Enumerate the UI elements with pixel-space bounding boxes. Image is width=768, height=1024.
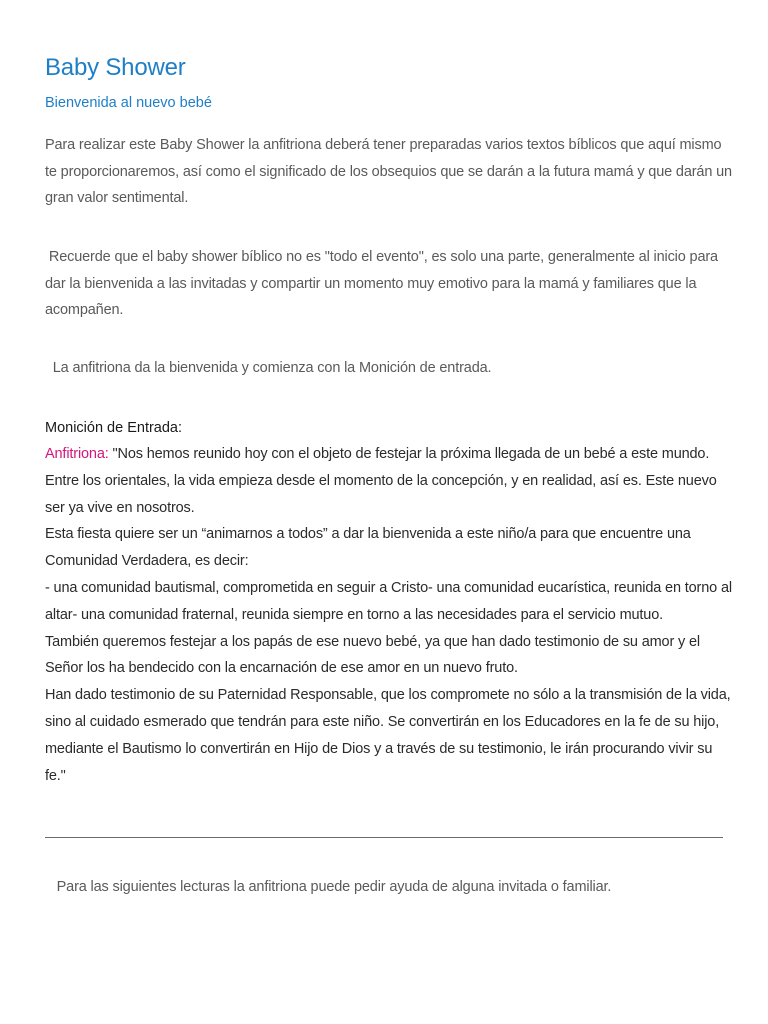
speech-line-3: - una comunidad bautismal, comprometida en seguir a Cristo- una comunidad eucarística, reunida en torno al altar- una comunidad fraternal, reunida siempre en torno a las necesidades para el servicio mutuo.	[45, 579, 732, 623]
speech-line-2: Esta fiesta quiere ser un “animarnos a todos” a dar la bienvenida a este niño/a para que encuentre una Comunidad Verdadera, es decir:	[45, 526, 691, 570]
page-subtitle: Bienvenida al nuevo bebé	[45, 95, 212, 111]
intro-paragraph-3: La anfitriona da la bienvenida y comienza con la Monición de entrada.	[45, 360, 492, 376]
speech-line-4: También queremos festejar a los papás de ese nuevo bebé, ya que han dado testimonio de su amor y el Señor los ha bendecido con la encarnación de ese amor en un nuevo fruto.	[45, 633, 700, 677]
section-divider	[45, 837, 723, 838]
speech-line-5: Han dado testimonio de su Paternidad Responsable, que los compromete no sólo a la transmisión de la vida, sino al cuidado esmerado que tendrán para este niño. Se convertirán en los Educadores en la fe de su hijo, mediante el Bautismo lo convertirán en Hijo de Dios y a través de su testimonio, le irán procurando vivir su fe."	[45, 687, 731, 784]
intro-paragraph-2: Recuerde que el baby shower bíblico no es "todo el evento", es solo una parte, generalmente al inicio para dar la bienvenida a las invitadas y compartir un momento muy emotivo para la mamá y familiares que la acompañen.	[45, 249, 722, 318]
monicion-speech	[45, 441, 735, 789]
speech-line-1: "Nos hemos reunido hoy con el objeto de festejar la próxima llegada de un bebé a este mundo. Entre los orientales, la vida empieza desde el momento de la concepción, y en realidad, así es. Este nuevo ser ya vive en nosotros.	[45, 446, 717, 516]
page-title: Baby Shower	[45, 54, 186, 81]
speaker-label: Anfitriona:	[45, 446, 109, 462]
monicion-heading: Monición de Entrada:	[45, 420, 183, 436]
intro-paragraph-1: Para realizar este Baby Shower la anfitriona deberá tener preparadas varios textos bíblicos que aquí mismo te proporcionaremos, así como el significado de los obsequios que se darán a la futura mamá y que darán un gran valor sentimental.	[45, 137, 732, 206]
closing-paragraph: Para las siguientes lecturas la anfitriona puede pedir ayuda de alguna invitada o familiar.	[45, 879, 612, 895]
